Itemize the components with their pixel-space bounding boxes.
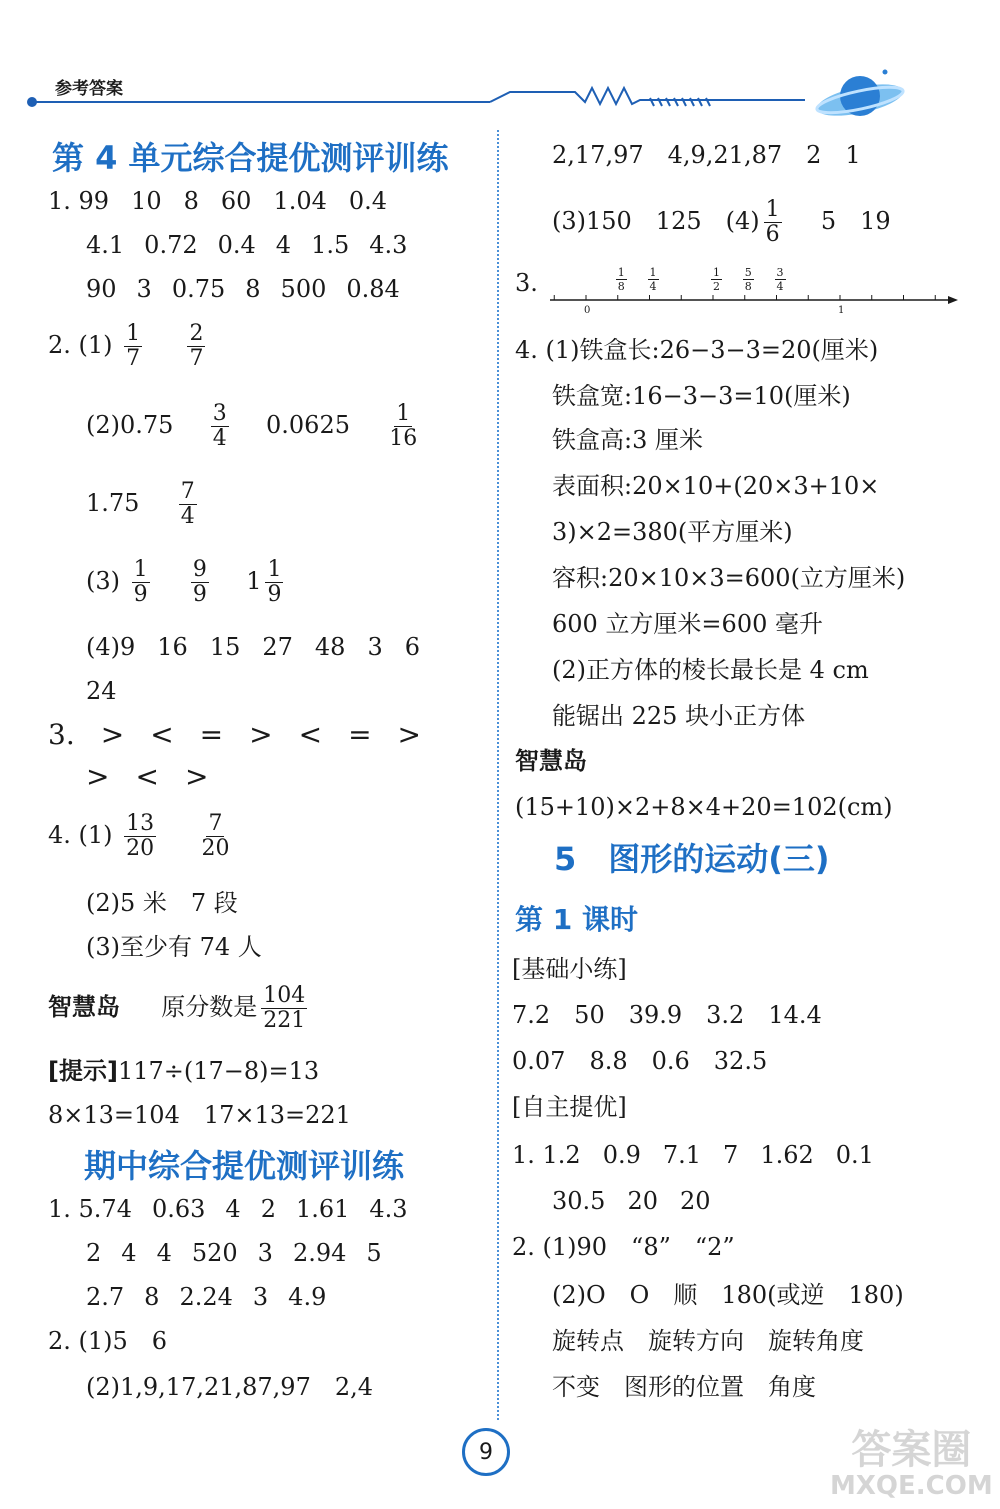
answer-token: 0.63	[151, 1195, 206, 1223]
answer-token: 8	[183, 187, 199, 215]
q4-line-8: 能锯出 225 块小正方体	[552, 702, 806, 730]
answer-token: 1.62	[760, 1141, 814, 1169]
zz-q1-line2	[552, 1186, 733, 1216]
answer-token: <	[135, 760, 159, 793]
answer-token: 4	[225, 1195, 241, 1223]
answer-token: 2.7	[86, 1283, 125, 1311]
u4-q1-line2	[86, 230, 427, 260]
mt-q2-2: (2)1,9,17,21,87,97 2,4	[86, 1373, 374, 1401]
answer-token: 15	[209, 633, 241, 661]
answer-token: 3.	[48, 718, 75, 751]
answer-token: 2.94	[292, 1239, 347, 1267]
answer-token: >	[397, 718, 421, 751]
answer-token: 39.9	[628, 1001, 683, 1029]
answer-token: =	[348, 718, 372, 751]
header-decoration	[20, 60, 980, 130]
q4-line-2: 铁盒高:3 厘米	[552, 426, 703, 454]
answer-token: 520	[191, 1239, 238, 1267]
mt-q1-line3	[86, 1282, 346, 1312]
numline-fraction-label: $\frac{3}{4}$	[776, 266, 784, 293]
page-number-badge	[462, 1428, 510, 1476]
jichu-line2	[512, 1046, 791, 1076]
zz-q2-4: 不变 图形的位置 角度	[552, 1373, 816, 1401]
numline-fraction-label: $\frac{1}{4}$	[649, 266, 657, 293]
u4-q4-1: 4. (1) $\frac{13}{20}$ $\frac{7}{20}$	[48, 811, 230, 861]
zhihuidao-1: 智慧岛 原分数是 $\frac{104}{221}$	[48, 983, 306, 1033]
answer-token: 0.75	[171, 275, 226, 303]
q4-line-1: 铁盒宽:16−3−3=10(厘米)	[552, 382, 851, 410]
answer-token: 20	[679, 1187, 711, 1215]
answer-token: 3	[136, 275, 152, 303]
answer-token: 0.1	[835, 1141, 874, 1169]
numline-one: 1	[838, 305, 845, 316]
u4-q3-line1	[48, 720, 447, 750]
u4-q2-2b: 1.75 $\frac{7}{4}$	[86, 479, 195, 529]
lesson-title: 第 1 课时	[515, 903, 638, 936]
answer-token: 3	[367, 633, 383, 661]
answer-token: 27	[262, 633, 293, 661]
answer-token: 10	[131, 187, 162, 215]
answer-token: <	[298, 718, 323, 751]
jichu-line1	[512, 1000, 846, 1030]
unit4-title: 第 4 单元综合提优测评训练	[52, 139, 449, 177]
numline-fraction-label: $\frac{1}{8}$	[617, 266, 625, 293]
answer-token: 1.04	[273, 187, 327, 215]
answer-token: 16	[157, 633, 188, 661]
q4-line-0: 4. (1)铁盒长:26−3−3=20(厘米)	[515, 336, 879, 364]
zhihuidao-2-text: (15+10)×2+8×4+20=102(cm)	[515, 793, 893, 821]
zz-q1-line1	[512, 1140, 896, 1170]
answer-token: 1.61	[295, 1195, 350, 1223]
answer-token: 5	[366, 1239, 382, 1267]
hint-line1: [提示]117÷(17−8)=13	[48, 1057, 320, 1085]
answer-token: 4	[275, 231, 292, 259]
hint-line2: 8×13=104 17×13=221	[48, 1101, 351, 1129]
answer-token: =	[199, 718, 224, 751]
answer-token: 20	[627, 1187, 658, 1215]
zz-q2-3: 旋转点 旋转方向 旋转角度	[552, 1327, 864, 1355]
numline-fraction-label: $\frac{5}{8}$	[744, 266, 752, 293]
answer-token: 500	[280, 275, 327, 303]
planet-icon	[814, 70, 905, 122]
page-number: 9	[479, 1439, 493, 1465]
answer-token: 7	[723, 1141, 739, 1169]
answer-token: (4)9	[86, 633, 136, 661]
cont-line1: 2,17,97 4,9,21,87 2 1	[552, 141, 861, 169]
answer-token: 0.72	[144, 231, 198, 259]
zz-q2-1: 2. (1)90 “8” “2”	[512, 1233, 735, 1261]
numline-zero: 0	[584, 305, 591, 316]
answer-token: 0.07	[512, 1047, 566, 1075]
u4-q2-2: (2)0.75 $\frac{3}{4}$ 0.0625 $\frac{1}{16}$	[86, 401, 418, 451]
answer-token: >	[184, 760, 209, 793]
answer-token: 7.2	[512, 1001, 551, 1029]
answer-token: >	[100, 718, 125, 751]
u4-q2-1: 2. (1) $\frac{1}{7}$ $\frac{2}{7}$	[48, 321, 204, 371]
answer-token: 1. 99	[48, 187, 110, 215]
answer-token: 0.6	[651, 1047, 690, 1075]
mt-q2-1: 2. (1)5 6	[48, 1327, 168, 1355]
q4-line-3: 表面积:20×10+(20×3+10×	[552, 472, 880, 500]
answer-token: 8	[245, 275, 261, 303]
column-divider	[497, 130, 499, 1420]
answer-token: 2	[86, 1239, 102, 1267]
q4-line-6: 600 立方厘米=600 毫升	[552, 610, 823, 638]
answer-token: 2	[260, 1195, 276, 1223]
answer-token: 0.9	[602, 1141, 641, 1169]
watermark-logo: 答案圈 MXQE.COM	[830, 1427, 993, 1501]
zz-q2-2: (2)O O 顺 180(或逆 180)	[552, 1281, 904, 1309]
u4-q4-3: (3)至少有 74 人	[86, 933, 262, 961]
answer-token: 6	[404, 633, 421, 661]
q4-line-5: 容积:20×10×3=600(立方厘米)	[552, 564, 906, 592]
answer-token: 32.5	[713, 1047, 768, 1075]
answer-token: 50	[574, 1001, 605, 1029]
answer-token: <	[150, 718, 174, 751]
u4-q2-3: (3) $\frac{1}{9}$ $\frac{9}{9}$ 1 $\frac{1}{9}$	[86, 557, 282, 607]
answer-token: 4.3	[369, 231, 408, 259]
u4-q4-2: (2)5 米 7 段	[86, 889, 238, 917]
answer-token: 8.8	[589, 1047, 628, 1075]
u4-q1-line3	[86, 274, 420, 304]
mt-q1-line1	[48, 1194, 428, 1224]
answer-token: >	[249, 718, 273, 751]
answer-token: 48	[314, 633, 346, 661]
answer-token: 0.4	[348, 187, 388, 215]
answer-token: 30.5	[552, 1187, 606, 1215]
cont-line2: (3)150 125 (4) $\frac{1}{6}$ 5 19	[552, 197, 891, 247]
q4-line-7: (2)正方体的棱长最长是 4 cm	[552, 656, 869, 684]
answer-token: 3	[257, 1239, 273, 1267]
zizhu-label: [自主提优]	[512, 1093, 627, 1121]
answer-token: 0.4	[217, 231, 256, 259]
u4-q1-line1	[48, 186, 409, 216]
q4-line-4: 3)×2=380(平方厘米)	[552, 518, 793, 546]
answer-token: 1. 1.2	[512, 1141, 581, 1169]
chapter-title: 5 图形的运动(三)	[554, 840, 830, 878]
mt-q1-line2	[86, 1238, 402, 1268]
answer-token: 4	[121, 1239, 137, 1267]
answer-token: >	[86, 760, 110, 793]
header-label: 参考答案	[55, 79, 123, 99]
answer-token: 4.9	[288, 1283, 327, 1311]
answer-token: 4.3	[369, 1195, 408, 1223]
numline-fraction-label: $\frac{1}{2}$	[713, 266, 720, 293]
zhihuidao-2-label: 智慧岛	[515, 747, 587, 775]
answer-token: 14.4	[768, 1001, 822, 1029]
answer-token: 1.5	[311, 231, 350, 259]
answer-token: 8	[144, 1283, 160, 1311]
answer-token: 4.1	[86, 231, 125, 259]
answer-token: 0.84	[346, 275, 400, 303]
answer-token: 3	[252, 1283, 269, 1311]
answer-token: 3.2	[706, 1001, 745, 1029]
answer-token: 60	[220, 187, 252, 215]
answer-token: 7.1	[662, 1141, 702, 1169]
u4-q2-4-line2: 24	[86, 677, 117, 705]
q3-label: 3.	[515, 269, 538, 297]
midterm-title: 期中综合提优测评训练	[84, 1147, 405, 1185]
jichu-label: [基础小练]	[512, 955, 627, 983]
u4-q2-4-line1	[86, 632, 442, 662]
u4-q3-line2	[86, 762, 234, 792]
answer-token: 1. 5.74	[48, 1195, 132, 1223]
answer-token: 4	[156, 1239, 172, 1267]
answer-token: 2.24	[179, 1283, 233, 1311]
answer-token: 90	[86, 275, 117, 303]
